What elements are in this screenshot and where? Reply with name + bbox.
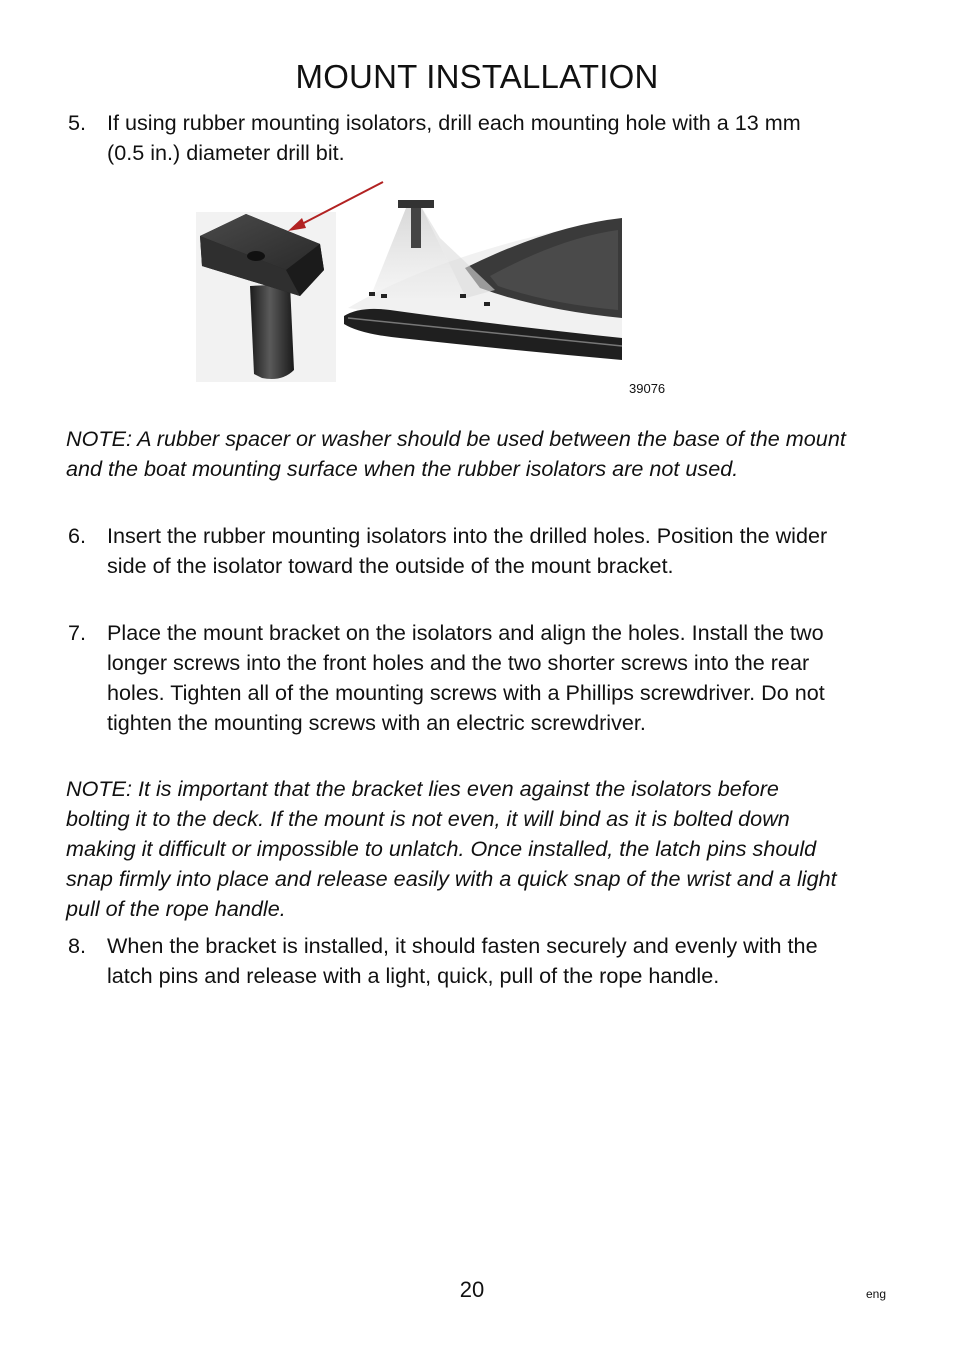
isolator-illustration (190, 178, 690, 408)
note-label: NOTE: (66, 776, 132, 801)
note-1 (66, 424, 846, 484)
isolator-figure (190, 178, 690, 408)
language-code: eng (866, 1287, 887, 1301)
step-number: 6. (68, 523, 87, 548)
step-number: 8. (68, 933, 87, 958)
boat-bow-icon (344, 200, 622, 360)
note-label: NOTE: (66, 426, 132, 451)
step-7 (68, 618, 838, 738)
rubber-isolator-icon (196, 212, 336, 382)
step-text: If using rubber mounting isolators, drill each mounting hole with a 13 mm (0.5 in.) diameter drill bit. (107, 110, 801, 165)
page-title: MOUNT INSTALLATION (295, 58, 659, 95)
page-number: 20 (459, 1277, 485, 1302)
step-text: Place the mount bracket on the isolators and align the holes. Install the two longer screws into the front holes and the two shorter screws into the rear holes. Tighten all of the mounting screws with a Phillips screwdriver. Do not tighten the mounting screws with an electric screwdriver. (107, 620, 825, 735)
step-text: When the bracket is installed, it should fasten securely and evenly with the latch pins and release with a light, quick, pull of the rope handle. (107, 933, 818, 988)
step-number: 7. (68, 620, 87, 645)
step-5 (68, 108, 838, 168)
figure-id: 39076 (629, 381, 666, 396)
step-text: Insert the rubber mounting isolators into the drilled holes. Position the wider side of the isolator toward the outside of the mount bracket. (107, 523, 828, 578)
note-2 (66, 774, 846, 924)
step-6 (68, 521, 838, 581)
note-text: It is important that the bracket lies even against the isolators before bolting it to the deck. If the mount is not even, it will bind as it is bolted down making it difficult or impossible to unlatch. Once installed, the latch pins should snap firmly into place and release easily with a quick snap of the wrist and a light pull of the rope handle. (66, 776, 837, 921)
step-8 (68, 931, 838, 991)
note-text: A rubber spacer or washer should be used between the base of the mount and the boat mounting surface when the rubber isolators are not used. (66, 426, 846, 481)
step-number: 5. (68, 110, 87, 135)
